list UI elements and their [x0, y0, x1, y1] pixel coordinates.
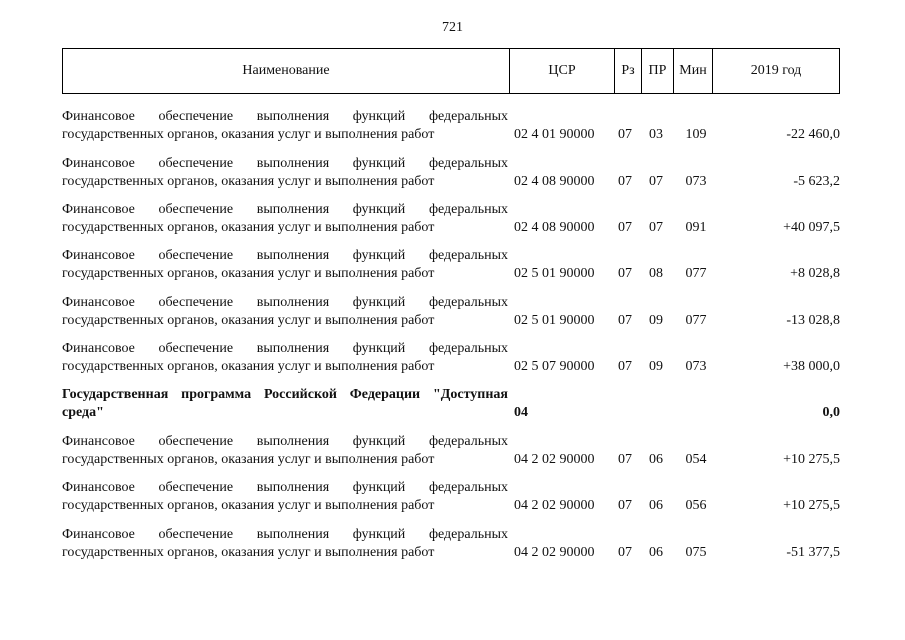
row-name-line2: государственных органов, оказания услуг и выполнения работ — [62, 498, 435, 513]
row-min: 073 — [685, 174, 707, 189]
row-min: 056 — [685, 498, 707, 513]
row-amount: +40 097,5 — [783, 220, 840, 235]
row-name-line1: Финансовое обеспечение выполнения функций федеральных — [62, 434, 508, 449]
row-amount: -51 377,5 — [786, 545, 840, 560]
page-number: 721 — [442, 20, 463, 35]
row-amount: -22 460,0 — [786, 127, 840, 142]
row-name-line1: Финансовое обеспечение выполнения функций федеральных — [62, 202, 508, 217]
row-rz: 07 — [618, 313, 632, 328]
row-amount: +8 028,8 — [790, 266, 840, 281]
row-pr: 07 — [649, 174, 663, 189]
row-name-line2: государственных органов, оказания услуг и выполнения работ — [62, 266, 435, 281]
table-row — [62, 340, 840, 376]
row-pr: 09 — [649, 359, 663, 374]
row-csr: 02 4 08 90000 — [514, 174, 595, 189]
row-rz: 07 — [618, 545, 632, 560]
table-row-program — [62, 386, 840, 422]
row-csr: 04 2 02 90000 — [514, 452, 595, 467]
row-rz: 07 — [618, 452, 632, 467]
row-rz: 07 — [618, 498, 632, 513]
row-rz: 07 — [618, 359, 632, 374]
row-min: 109 — [685, 127, 707, 142]
column-header-rz: Рз — [621, 63, 635, 78]
row-amount: -5 623,2 — [793, 174, 840, 189]
table-row — [62, 155, 840, 191]
row-csr: 02 4 01 90000 — [514, 127, 595, 142]
row-min: 077 — [685, 266, 707, 281]
row-name-line2: государственных органов, оказания услуг и выполнения работ — [62, 359, 435, 374]
table-row — [62, 247, 840, 283]
table-row — [62, 108, 840, 144]
row-pr: 03 — [649, 127, 663, 142]
row-pr: 06 — [649, 545, 663, 560]
row-pr: 07 — [649, 220, 663, 235]
row-amount: +38 000,0 — [783, 359, 840, 374]
row-csr: 02 5 07 90000 — [514, 359, 595, 374]
row-pr: 09 — [649, 313, 663, 328]
row-name-line2: государственных органов, оказания услуг и выполнения работ — [62, 220, 435, 235]
row-csr: 02 5 01 90000 — [514, 266, 595, 281]
row-name-line2: среда" — [62, 405, 104, 420]
column-header-csr: ЦСР — [548, 63, 576, 78]
row-min: 054 — [685, 452, 707, 467]
row-csr: 04 2 02 90000 — [514, 545, 595, 560]
row-pr: 06 — [649, 452, 663, 467]
row-name-line1: Финансовое обеспечение выполнения функций федеральных — [62, 295, 508, 310]
row-name-line2: государственных органов, оказания услуг и выполнения работ — [62, 313, 435, 328]
table-row — [62, 294, 840, 330]
row-amount: 0,0 — [822, 405, 840, 420]
table-header — [62, 48, 840, 94]
row-csr: 04 — [514, 405, 528, 420]
row-min: 073 — [685, 359, 707, 374]
row-name-line1: Финансовое обеспечение выполнения функций федеральных — [62, 527, 508, 542]
table-row — [62, 479, 840, 515]
row-csr: 02 5 01 90000 — [514, 313, 595, 328]
row-name-line1: Финансовое обеспечение выполнения функций федеральных — [62, 156, 508, 171]
column-header-min: Мин — [679, 63, 707, 78]
row-amount: -13 028,8 — [786, 313, 840, 328]
table-row — [62, 433, 840, 469]
row-rz: 07 — [618, 266, 632, 281]
row-min: 091 — [685, 220, 707, 235]
row-pr: 06 — [649, 498, 663, 513]
row-pr: 08 — [649, 266, 663, 281]
column-header-pr: ПР — [648, 63, 667, 78]
row-csr: 02 4 08 90000 — [514, 220, 595, 235]
row-csr: 04 2 02 90000 — [514, 498, 595, 513]
table-row — [62, 201, 840, 237]
row-amount: +10 275,5 — [783, 452, 840, 467]
row-name-line1: Финансовое обеспечение выполнения функций федеральных — [62, 341, 508, 356]
row-name-line2: государственных органов, оказания услуг и выполнения работ — [62, 127, 435, 142]
row-name-line1: Финансовое обеспечение выполнения функций федеральных — [62, 109, 508, 124]
row-min: 077 — [685, 313, 707, 328]
row-name-line1: Финансовое обеспечение выполнения функций федеральных — [62, 248, 508, 263]
column-header-year: 2019 год — [750, 63, 802, 78]
row-name-line2: государственных органов, оказания услуг и выполнения работ — [62, 452, 435, 467]
row-amount: +10 275,5 — [783, 498, 840, 513]
table-row — [62, 526, 840, 562]
row-name-line1: Государственная программа Российской Федерации "Доступная — [62, 387, 508, 402]
row-rz: 07 — [618, 220, 632, 235]
row-rz: 07 — [618, 174, 632, 189]
row-min: 075 — [685, 545, 707, 560]
row-name-line2: государственных органов, оказания услуг и выполнения работ — [62, 174, 435, 189]
column-header-name: Наименование — [242, 63, 330, 78]
row-name-line1: Финансовое обеспечение выполнения функций федеральных — [62, 480, 508, 495]
row-rz: 07 — [618, 127, 632, 142]
row-name-line2: государственных органов, оказания услуг и выполнения работ — [62, 545, 435, 560]
